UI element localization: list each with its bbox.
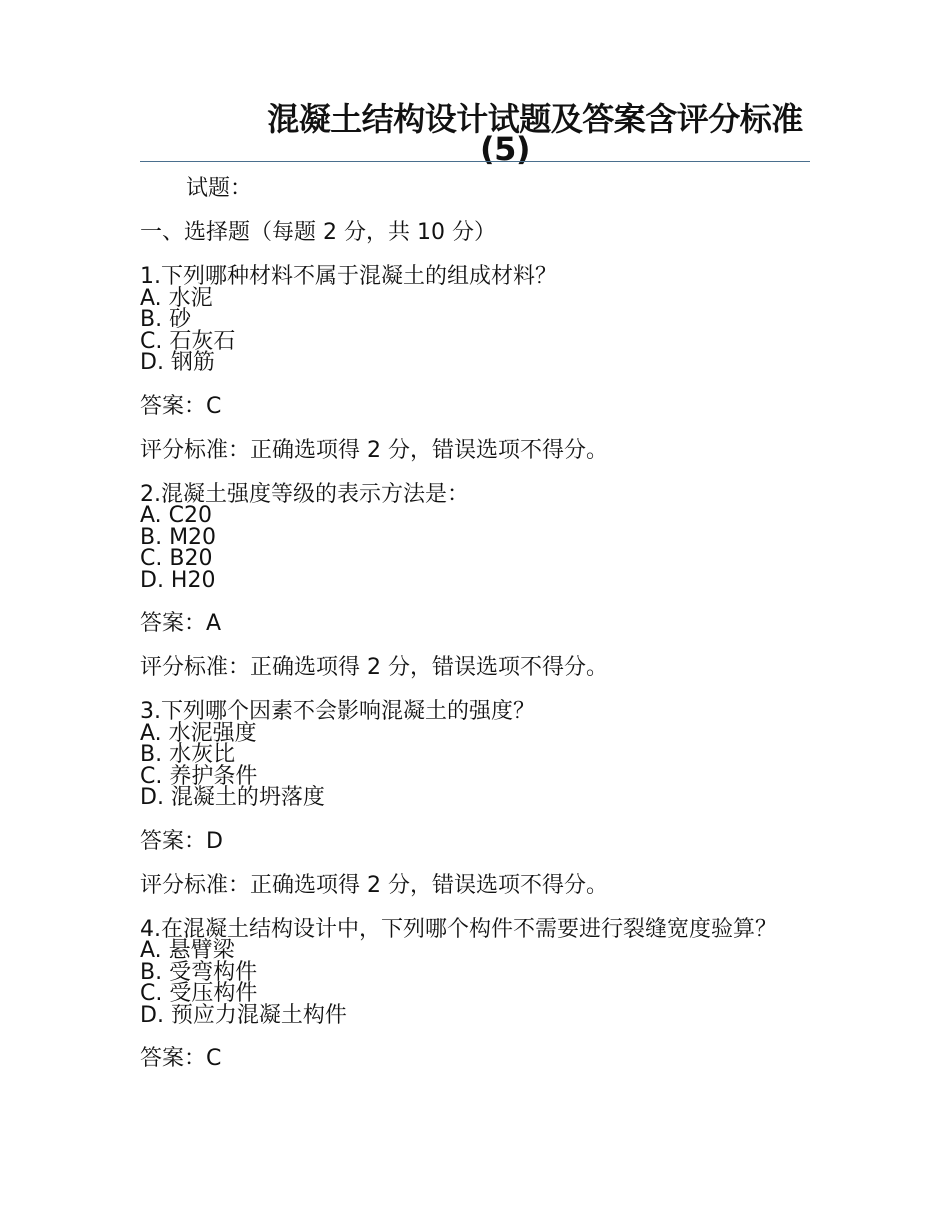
question-option: D. 预应力混凝土构件 [140,1002,347,1028]
title-divider [140,161,810,162]
question-stem: 3.下列哪个因素不会影响混凝土的强度？ [140,699,535,724]
answer-text: 答案：C [140,393,222,419]
question-stem: 2.混凝土强度等级的表示方法是： [140,481,469,507]
title-line-1: 混凝土结构设计试题及答案含评分标准 [267,100,803,138]
question-option: C. B20 [140,546,213,571]
title-line-2: (5) [479,130,530,168]
document-title [140,100,870,168]
question-stem: 1.下列哪种材料不属于混凝土的组成材料？ [140,264,557,289]
question-option: A. 水泥 [140,285,213,311]
answer-text: 答案：D [140,828,223,854]
document-body [140,178,820,1092]
question-option: A. 悬臂梁 [140,938,235,963]
question-3 [140,701,820,809]
question-option: B. 水灰比 [140,742,236,767]
question-option: C. 养护条件 [140,763,258,789]
question-option: B. 受弯构件 [140,959,258,985]
question-option: A. C20 [140,503,213,528]
question-4 [140,916,820,1028]
question-option: D. H20 [140,567,216,593]
question-2 [140,481,820,593]
intro-label: 试题： [186,176,253,201]
question-option: D. 钢筋 [140,350,215,375]
question-1 [140,266,820,374]
scoring-text: 评分标准：正确选项得 2 分，错误选项不得分。 [140,655,608,680]
question-option: B. M20 [140,524,217,550]
scoring-text: 评分标准：正确选项得 2 分，错误选项不得分。 [140,437,608,463]
question-option: B. 砂 [140,307,192,332]
scoring-text: 评分标准：正确选项得 2 分，错误选项不得分。 [140,872,608,898]
question-option: C. 受压构件 [140,981,258,1006]
answer-text: 答案：A [140,611,222,636]
question-stem: 4.在混凝土结构设计中，下列哪个构件不需要进行裂缝宽度验算？ [140,916,777,942]
answer-text: 答案：C [140,1046,222,1071]
question-option: A. 水泥强度 [140,720,257,746]
question-option: D. 混凝土的坍落度 [140,785,325,810]
question-option: C. 石灰石 [140,328,236,354]
section-heading: 一、选择题（每题 2 分，共 10 分） [140,220,496,245]
